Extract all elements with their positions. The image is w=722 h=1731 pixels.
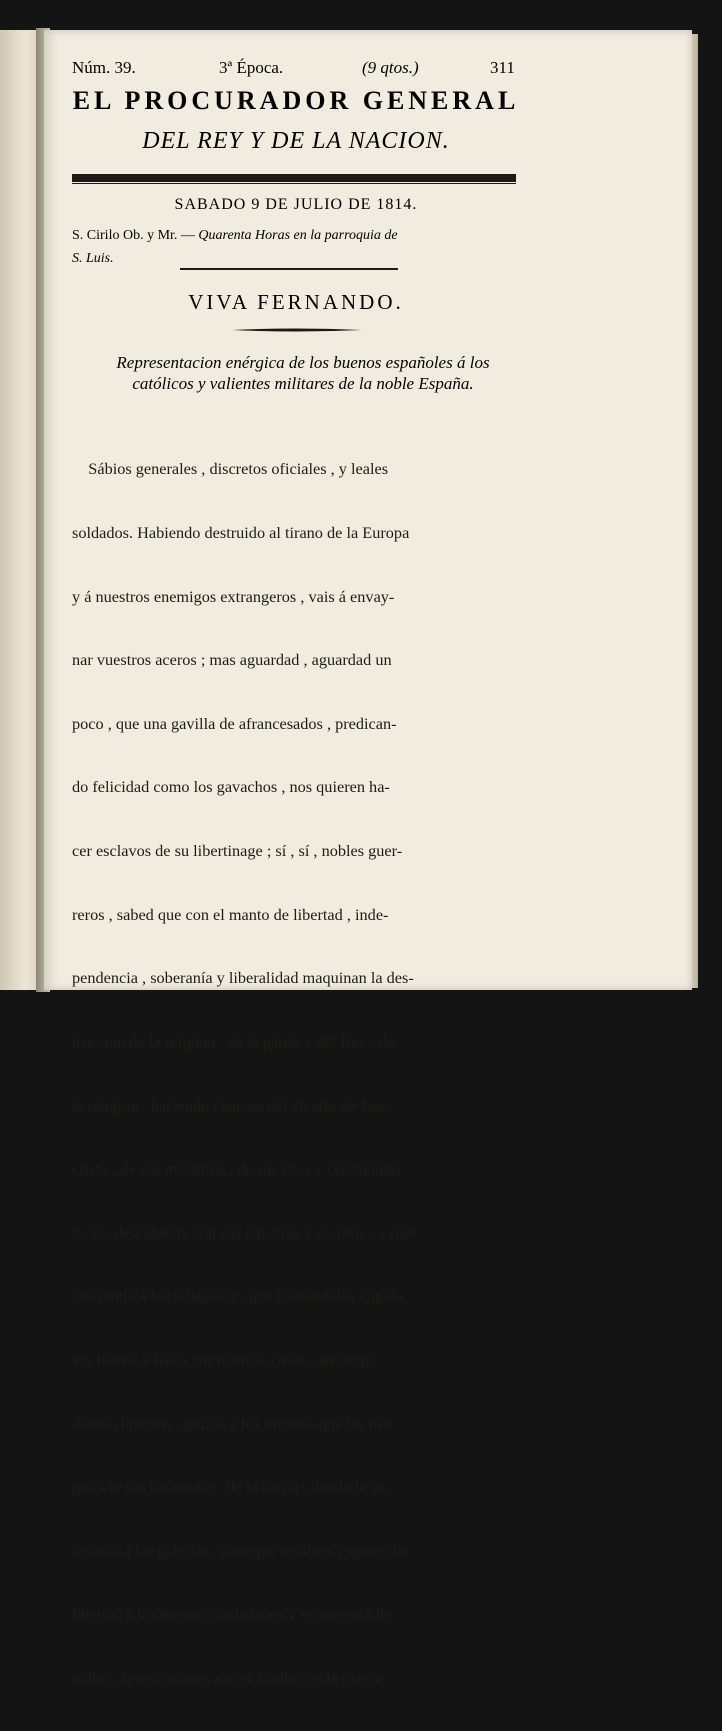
body-line: cristo , de sus ministros , de sus ritos y ceremonias [72,1159,402,1179]
article-title [72,352,534,394]
body-line: do felicidad como los gavachos , nos quieren ha- [72,777,390,797]
body-line: malos , queriéndonos meter á todos en la mayor [72,1667,384,1687]
body-line: cer esclavos de su libertinage ; sí , sí , nobles guer- [72,841,403,861]
newspaper-subtitle: DEL REY Y DE LA NACION. [142,128,450,154]
page-number: 311 [490,58,515,77]
section-divider [180,268,398,270]
body-line: sus bienes y hasta sus mismas casas , andan pi- [72,1349,379,1369]
masthead-rule-thick [72,174,516,182]
body-line: nar vuestros aceros ; mas aguardad , aguardad un [72,650,392,670]
saints-line-2 [72,247,532,270]
body-line: beranía á las galerías , para que insulten y quiten la [72,1540,405,1560]
article-title-line-2: católicos y valientes militares de la noble España. [132,374,474,393]
body-line: libertad á los buenos ciudadanos y victoreen á los [72,1604,395,1624]
saints-line-1 [72,224,532,247]
article-title-line-1: Representacion enérgica de los buenos españoles á los [116,353,490,372]
body-line: culizando á los religiosos , que habiéndolos cogido [72,1286,404,1306]
body-line: reros , sabed que con el manto de libertad , inde- [72,904,389,924]
epoch-label: 3ª Época. [219,58,284,77]
body-line: Sábios generales , discretos oficiales , y leales [72,459,389,479]
saints-of-the-day [72,224,532,270]
article-body [72,416,526,1731]
body-line: la religion , haciendo chacota del vicario de Jesu- [72,1095,394,1115]
body-line: truccion de la religion , de la pátria y del Rey ; de [72,1031,395,1051]
masthead-rule-thin [72,183,516,184]
quartos-label: (9 qtos.) [362,58,419,77]
newspaper-title: EL PROCURADOR GENERAL [72,86,520,115]
body-line: diendo limosna , quizás á los mismos que les han [72,1413,393,1433]
body-line: poco , que una gavilla de afrancesados , predican- [72,713,397,733]
ornamental-rule [232,328,362,332]
forty-hours-notice: Quarenta Horas en la parroquia de [198,228,398,243]
issue-number: Núm. 39. [72,58,136,77]
body-line: soldados. Habiendo destruido al tirano de la Europa [72,523,410,543]
parish-name: S. Luis. [72,251,114,266]
body-line: pendencia , soberanía y liberalidad maquinan la des- [72,968,414,988]
body-line: y á nuestros enemigos extrangeros , vais á envay- [72,586,395,606]
date-line: SABADO 9 DE JULIO DE 1814. [174,196,418,213]
viva-heading: VIVA FERNANDO. [188,290,404,314]
body-line: á cara descubierta con sus palabras y escritos , y ridi- [72,1222,418,1242]
saints-names: S. Cirilo Ob. y Mr. — [72,228,199,243]
body-line: quitado sus haciendas : de la patria , dando la so- [72,1477,391,1497]
